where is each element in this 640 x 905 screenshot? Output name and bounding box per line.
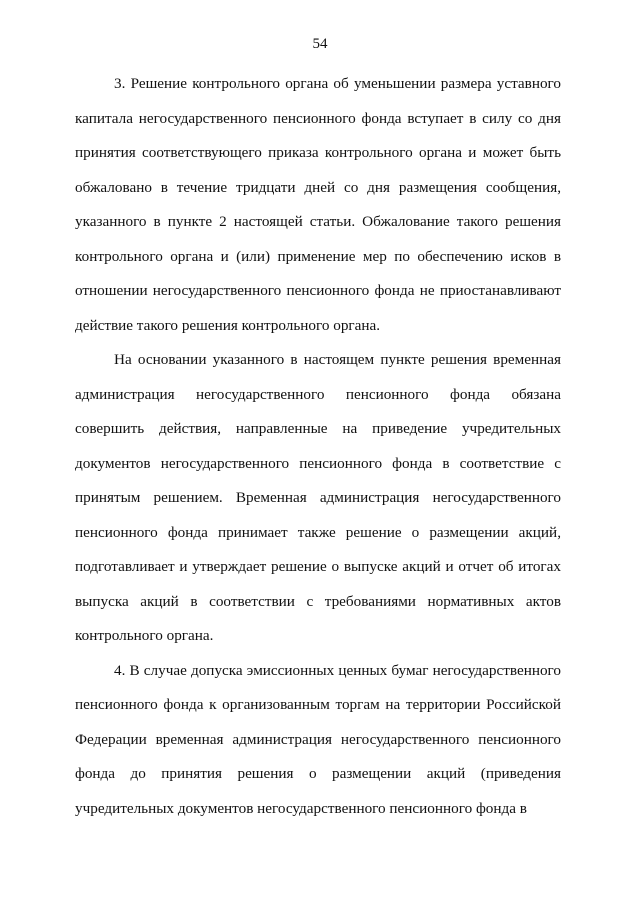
- paragraph-temporary-administration: На основании указанного в настоящем пункте решения временная администрация негосударственного пенсионного фонда обязана совершить действия, направленные на приведение учредительных документов негосударственного пенсионного фонда в соответствие с принятым решением. Временная администрация негосударственного пенсионного фонда принимает также решение о размещении акций, подготавливает и утверждает решение о выпуске акций и отчет об итогах выпуска акций в соответствии с требованиями нормативных актов контрольного органа.: [75, 351, 561, 644]
- document-body: [75, 67, 561, 826]
- paragraph-clause-4: 4. В случае допуска эмиссионных ценных бумаг негосударственного пенсионного фонда к организованным торгам на территории Российской Федерации временная администрация негосударственного пенсионного фонда до принятия решения о размещении акций (приведения учредительных документов негосударственного пенсионного фонда в: [75, 661, 561, 817]
- page-number: 54: [312, 36, 328, 52]
- paragraph-clause-3: 3. Решение контрольного органа об уменьшении размера уставного капитала негосударственного пенсионного фонда вступает в силу со дня принятия соответствующего приказа контрольного органа и может быть обжаловано в течение тридцати дней со дня размещения сообщения, указанного в пункте 2 настоящей статьи. Обжалование такого решения контрольного органа и (или) применение мер по обеспечению исков в отношении негосударственного пенсионного фонда не приостанавливают действие такого решения контрольного органа.: [75, 75, 561, 334]
